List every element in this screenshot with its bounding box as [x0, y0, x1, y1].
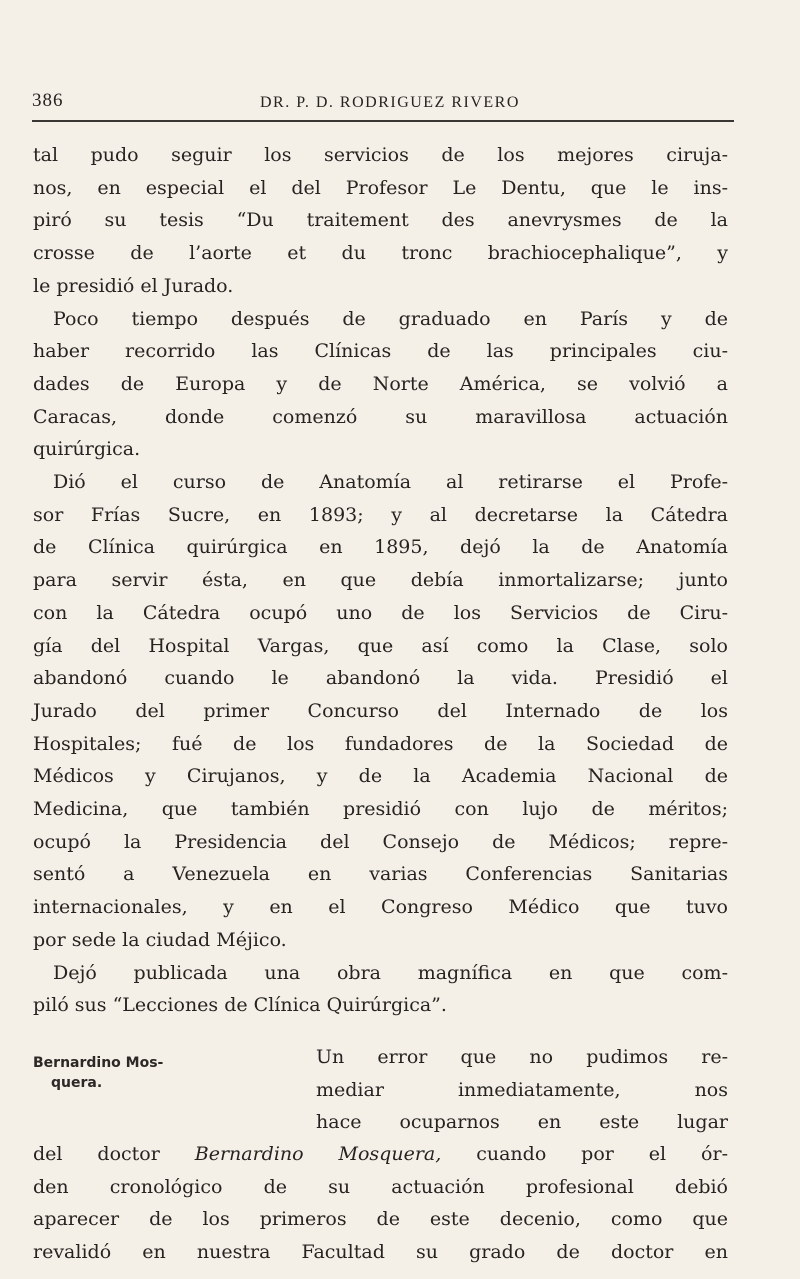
text-line: Dió el curso de Anatomía al retirarse el Profe-	[53, 471, 728, 494]
text-line: por sede la ciudad Méjico.	[33, 928, 287, 951]
text-line: Un error que no pudimos re-	[316, 1046, 728, 1068]
page-number: 386	[32, 90, 64, 111]
text-line: nos, en especial el del Profesor Le Dentu, que le ins-	[33, 176, 728, 199]
text-line: Medicina, que también presidió con lujo de méritos;	[33, 798, 728, 821]
text-line: internacionales, y en el Congreso Médico que tuvo	[33, 896, 728, 919]
text-line: le presidió el Jurado.	[33, 274, 234, 297]
text-line: para servir ésta, en que debía inmortalizarse; junto	[33, 569, 728, 592]
margin-note-line: Bernardino Mos-	[33, 1055, 164, 1071]
text-line: den cronológico de su actuación profesional debió	[33, 1175, 728, 1198]
text-line: Jurado del primer Concurso del Internado de los	[33, 699, 728, 722]
text-line: con la Cátedra ocupó uno de los Servicios de Ciru-	[33, 601, 728, 624]
text-line: Poco tiempo después de graduado en París y de	[53, 307, 728, 330]
text-line: haber recorrido las Clínicas de las principales ciu-	[33, 340, 728, 363]
text-run: del doctor	[33, 1143, 195, 1165]
page-header	[32, 88, 734, 128]
text-line: revalidó en nuestra Facultad su grado de doctor en	[33, 1241, 728, 1264]
margin-note	[33, 1053, 203, 1093]
text-line: Médicos y Cirujanos, y de la Academia Nacional de	[33, 765, 728, 788]
text-line: piló sus “Lecciones de Clínica Quirúrgica”.	[33, 994, 447, 1017]
text-line: gía del Hospital Vargas, que así como la Clase, solo	[33, 634, 728, 657]
text-line: sentó a Venezuela en varias Conferencias Sanitarias	[33, 863, 728, 886]
text-run: cuando por el ór-	[441, 1143, 728, 1165]
margin-note-line: quera.	[51, 1075, 103, 1091]
header-rule	[32, 120, 734, 122]
text-line: abandonó cuando le abandonó la vida. Presidió el	[33, 667, 728, 690]
running-head: DR. P. D. RODRIGUEZ RIVERO	[260, 94, 520, 111]
text-line: Caracas, donde comenzó su maravillosa actuación	[33, 405, 728, 428]
text-line: crosse de l’aorte et du tronc brachiocephalique”, y	[33, 242, 728, 265]
text-line	[33, 1138, 728, 1171]
italic-name: Bernardino Mosquera,	[194, 1143, 442, 1165]
text-line: sor Frías Sucre, en 1893; y al decretarse la Cátedra	[33, 503, 728, 526]
text-line: de Clínica quirúrgica en 1895, dejó la de Anatomía	[33, 536, 728, 559]
text-line: dades de Europa y de Norte América, se volvió a	[33, 372, 728, 395]
text-line: ocupó la Presidencia del Consejo de Médicos; repre-	[33, 830, 728, 853]
text-line: tal pudo seguir los servicios de los mejores ciruja-	[33, 144, 728, 166]
text-line: hace ocuparnos en este lugar	[316, 1111, 728, 1134]
side-lines	[316, 1041, 728, 1139]
text-line: aparecer de los primeros de este decenio, como que	[33, 1208, 728, 1231]
body-text	[33, 139, 728, 1022]
text-line: piró su tesis “Du traitement des anevrysmes de la	[33, 209, 728, 232]
text-line: quirúrgica.	[33, 438, 141, 461]
final-paragraph	[33, 1138, 728, 1269]
text-line: mediar inmediatamente, nos	[316, 1078, 728, 1101]
text-line: Dejó publicada una obra magnífica en que com-	[53, 961, 728, 984]
text-line: Hospitales; fué de los fundadores de la Sociedad de	[33, 732, 728, 755]
